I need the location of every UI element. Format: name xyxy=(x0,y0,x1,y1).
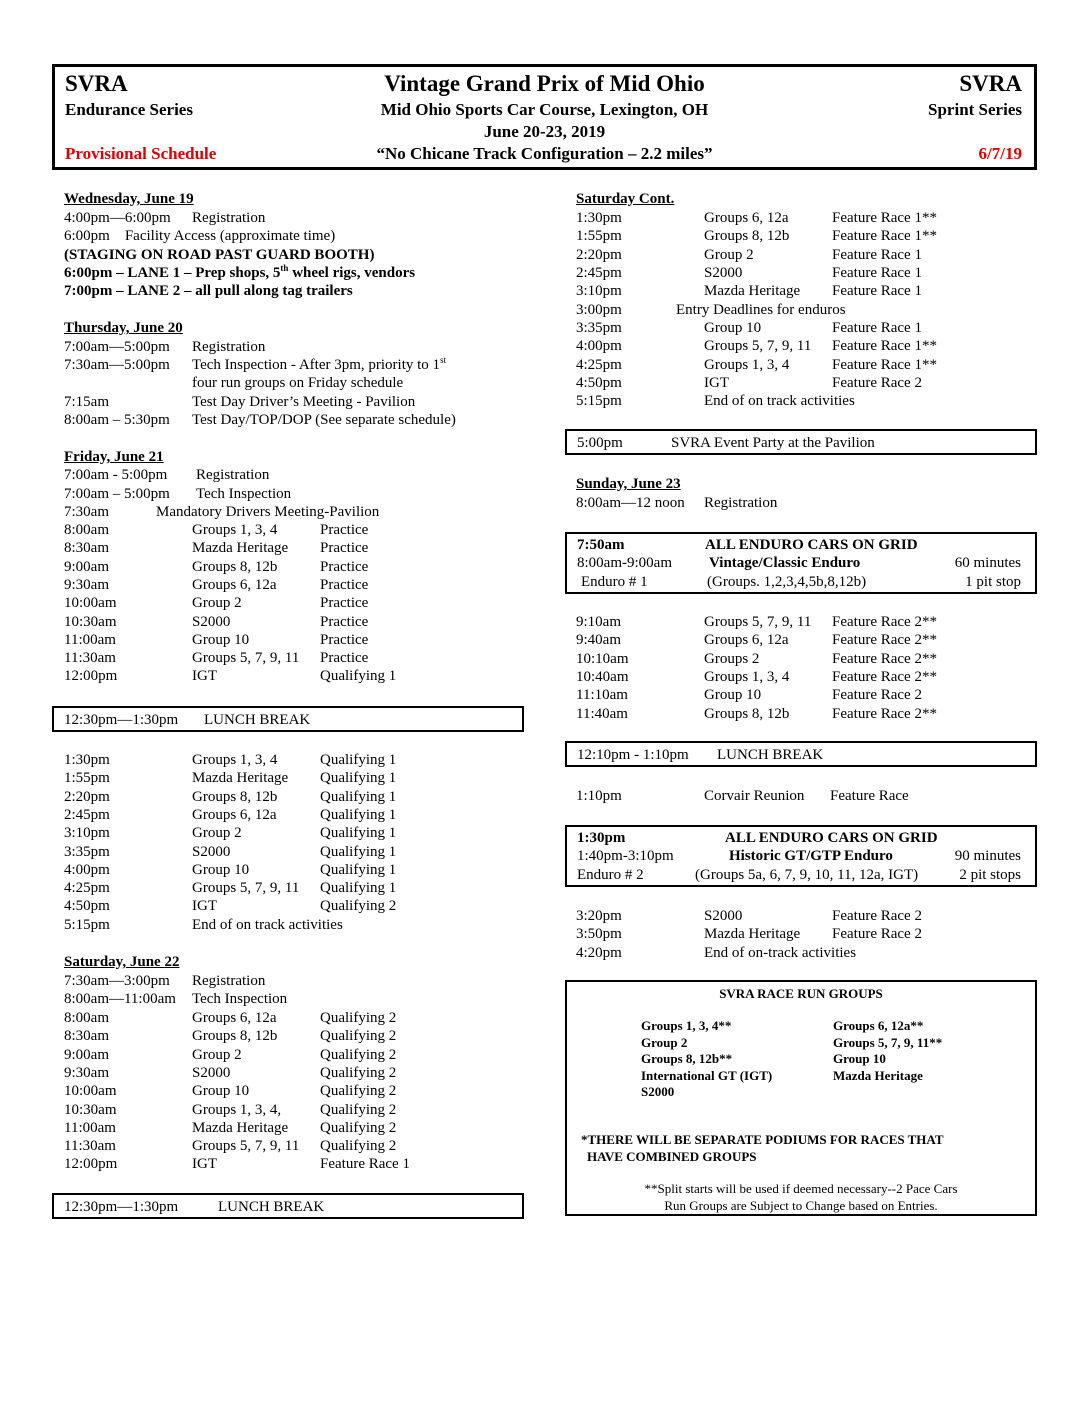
session: Practice xyxy=(320,595,369,612)
lane-2-note: 7:00pm – LANE 2 – all pull along tag trailers xyxy=(64,283,353,299)
time: 3:35pm xyxy=(576,320,622,336)
time: 1:30pm xyxy=(576,210,622,226)
group: Groups 1, 3, 4 xyxy=(704,668,790,685)
session: Feature Race 2** xyxy=(832,705,937,722)
time: 3:50pm xyxy=(576,926,622,943)
lunch-time: 12:10pm - 1:10pm xyxy=(577,747,689,763)
time: 8:00am—12 noon xyxy=(576,495,685,511)
session: Feature Race 1** xyxy=(832,228,937,245)
session: Qualifying 2 xyxy=(320,898,397,915)
description: Tech Inspection - After 3pm, priority to 1 xyxy=(192,357,441,373)
enduro-2-duration: 90 minutes xyxy=(954,848,1021,864)
enduro-1-box xyxy=(565,532,1037,594)
session: Feature Race 1** xyxy=(832,356,937,373)
time: 7:30am—5:00pm xyxy=(64,357,170,373)
enduro-1-label: Enduro # 1 xyxy=(581,574,648,590)
lunch-label: LUNCH BREAK xyxy=(717,747,824,763)
session: Feature Race 1 xyxy=(832,283,922,300)
time: 3:00pm xyxy=(576,302,622,318)
session: Qualifying 1 xyxy=(320,843,397,860)
session: Qualifying 1 xyxy=(320,668,397,685)
group: Groups 1, 3, 4 xyxy=(704,356,790,373)
podium-note-line-2: HAVE COMBINED GROUPS xyxy=(587,1149,757,1164)
time: 3:10pm xyxy=(64,825,110,842)
group: S2000 xyxy=(704,908,743,924)
group: S2000 xyxy=(192,613,231,630)
group: Groups 5, 7, 9, 11 xyxy=(704,338,812,355)
session: Qualifying 2 xyxy=(320,1064,397,1081)
description-wrap xyxy=(192,356,446,374)
session: Qualifying 1 xyxy=(320,788,397,805)
time: 7:00am – 5:00pm xyxy=(64,486,170,502)
time: 9:00am xyxy=(64,1046,109,1063)
group: Groups 5, 7, 9, 11 xyxy=(192,1138,300,1155)
description: Registration xyxy=(704,495,778,511)
session: Practice xyxy=(320,650,369,667)
session: Qualifying 1 xyxy=(320,825,397,842)
enduro-2-box xyxy=(565,825,1037,887)
time: 4:25pm xyxy=(576,356,622,373)
time: 4:50pm xyxy=(64,898,110,915)
time: 1:55pm xyxy=(64,770,110,787)
group: Groups 5, 7, 9, 11 xyxy=(192,650,300,667)
group: Groups 6, 12a xyxy=(704,210,789,226)
time: 9:10am xyxy=(576,614,621,630)
group: S2000 xyxy=(192,1064,231,1081)
session: Qualifying 1 xyxy=(320,806,397,823)
run-group-item: S2000 xyxy=(641,1084,675,1099)
group: Group 2 xyxy=(192,1046,242,1063)
run-group-item: Mazda Heritage xyxy=(833,1067,923,1083)
group: End of on track activities xyxy=(192,916,343,933)
saturday-title: Saturday, June 22 xyxy=(64,954,180,970)
session: Feature Race xyxy=(830,788,909,804)
track-config: “No Chicane Track Configuration – 2.2 miles” xyxy=(376,144,713,163)
session: Practice xyxy=(320,540,369,557)
group: Mazda Heritage xyxy=(704,283,801,300)
session: Qualifying 1 xyxy=(320,861,397,878)
time: 4:00pm xyxy=(64,861,110,878)
session: Qualifying 2 xyxy=(320,1028,397,1045)
group: Group 2 xyxy=(704,246,754,263)
enduro-1-name: Vintage/Classic Enduro xyxy=(709,555,861,571)
enduro-2-label: Enduro # 2 xyxy=(577,867,644,883)
group: IGT xyxy=(704,374,729,391)
group: Groups 2 xyxy=(704,650,760,667)
time: 10:30am xyxy=(64,613,117,630)
session: Feature Race 1 xyxy=(832,264,922,281)
enduro-2-groups: (Groups 5a, 6, 7, 9, 10, 11, 12a, IGT) xyxy=(695,867,919,883)
time: 4:50pm xyxy=(576,374,622,391)
friday-title: Friday, June 21 xyxy=(64,449,164,465)
time: 11:00am xyxy=(64,1119,116,1136)
group: Mazda Heritage xyxy=(704,926,801,943)
sunday-title: Sunday, June 23 xyxy=(576,476,681,492)
enduro-1-duration: 60 minutes xyxy=(954,555,1021,571)
group: Group 10 xyxy=(192,1083,250,1100)
time: 8:00am xyxy=(64,522,109,538)
group: Group 2 xyxy=(192,595,242,612)
session: Feature Race 2 xyxy=(832,687,922,704)
session: Qualifying 1 xyxy=(320,880,397,897)
time: 7:00am - 5:00pm xyxy=(64,467,168,483)
lane-1-sup: th xyxy=(280,263,289,273)
time: 8:30am xyxy=(64,1028,109,1045)
lane-1-text-b: wheel rigs, vendors xyxy=(288,265,416,281)
group: Groups 6, 12a xyxy=(704,632,789,649)
group: Mazda Heritage xyxy=(192,1119,289,1136)
time: 5:15pm xyxy=(64,916,110,933)
time: 4:20pm xyxy=(576,944,622,961)
time: 11:00am xyxy=(64,631,116,648)
group: Mazda Heritage xyxy=(192,770,289,787)
revision-date: 6/7/19 xyxy=(978,144,1022,163)
enduro-2-name: Historic GT/GTP Enduro xyxy=(729,848,893,864)
time: 8:30am xyxy=(64,540,109,557)
session: Qualifying 2 xyxy=(320,1101,397,1118)
time: 3:10pm xyxy=(576,283,622,300)
group: Groups 1, 3, 4, xyxy=(192,1101,282,1118)
party-label: SVRA Event Party at the Pavilion xyxy=(671,435,875,451)
enduro-2-grid-time: 1:30pm xyxy=(577,830,626,846)
description: Registration xyxy=(192,210,266,226)
group: Mazda Heritage xyxy=(192,540,289,557)
group: Group 10 xyxy=(704,687,762,704)
facility-access-row: 6:00pm Facility Access (approximate time) xyxy=(64,228,336,244)
lunch-label: LUNCH BREAK xyxy=(204,712,311,728)
provisional-schedule-label: Provisional Schedule xyxy=(65,144,217,163)
time: 9:00am xyxy=(64,558,109,575)
time: 3:35pm xyxy=(64,843,110,860)
time: 7:00am—5:00pm xyxy=(64,339,170,355)
event-party-box xyxy=(565,429,1037,455)
group: Groups 6, 12a xyxy=(192,1010,277,1026)
time: 2:45pm xyxy=(576,264,622,281)
group: Groups 8, 12b xyxy=(192,558,278,575)
description: Registration xyxy=(192,339,266,355)
time: 11:30am xyxy=(64,1138,116,1155)
run-group-item: Groups 5, 7, 9, 11** xyxy=(833,1034,943,1050)
time: 11:10am xyxy=(576,687,628,704)
time: 11:40am xyxy=(576,705,628,722)
group: IGT xyxy=(192,668,217,685)
session: Practice xyxy=(320,558,369,575)
lane-1-note xyxy=(64,264,415,282)
run-group-item: International GT (IGT) xyxy=(641,1067,773,1083)
enduro-1-time: 8:00am-9:00am xyxy=(577,555,672,571)
run-groups-left-list xyxy=(641,1018,772,1101)
group: Corvair Reunion xyxy=(704,788,805,804)
session: Qualifying 2 xyxy=(320,1010,397,1026)
run-group-item: Group 2 xyxy=(641,1034,688,1050)
time: 7:30am—3:00pm xyxy=(64,973,170,989)
description: Tech Inspection xyxy=(196,486,292,502)
time: 8:00am – 5:30pm xyxy=(64,412,170,428)
session: Feature Race 1 xyxy=(832,246,922,263)
time: 4:00pm—6:00pm xyxy=(64,210,171,226)
podium-note-line-1: *THERE WILL BE SEPARATE PODIUMS FOR RACES THAT xyxy=(581,1132,944,1147)
run-groups-box xyxy=(565,980,1037,1216)
description: Entry Deadlines for enduros xyxy=(676,302,846,318)
session: Practice xyxy=(320,631,369,648)
session: Feature Race 1 xyxy=(832,320,922,336)
group: Group 10 xyxy=(704,320,762,336)
svra-right-title: SVRA xyxy=(959,71,1022,96)
description: four run groups on Friday schedule xyxy=(192,375,404,391)
enduro-1-stops: 1 pit stop xyxy=(965,574,1021,590)
time: 10:10am xyxy=(576,650,629,667)
lane-1-text-a: 6:00pm – LANE 1 – Prep shops, 5 xyxy=(64,265,281,281)
time: 3:20pm xyxy=(576,908,622,924)
time: 2:45pm xyxy=(64,806,110,823)
group: S2000 xyxy=(192,843,231,860)
session: Qualifying 2 xyxy=(320,1083,397,1100)
run-group-item: Group 10 xyxy=(833,1051,886,1066)
endurance-series-label: Endurance Series xyxy=(65,100,193,119)
time: 2:20pm xyxy=(64,788,110,805)
group: Groups 8, 12b xyxy=(704,705,790,722)
description: Mandatory Drivers Meeting-Pavilion xyxy=(156,504,380,520)
group: Groups 5, 7, 9, 11 xyxy=(192,880,300,897)
time: 12:00pm xyxy=(64,1156,118,1173)
description: Test Day Driver’s Meeting - Pavilion xyxy=(192,394,416,410)
session: Feature Race 1** xyxy=(832,210,937,226)
group: Groups 8, 12b xyxy=(192,788,278,805)
friday-lunch-box xyxy=(52,706,524,732)
enduro-2-time: 1:40pm-3:10pm xyxy=(577,848,674,864)
group: Group 10 xyxy=(192,861,250,878)
session: Feature Race 2** xyxy=(832,668,937,685)
group: Group 10 xyxy=(192,631,250,648)
time: 10:00am xyxy=(64,1083,117,1100)
session: Feature Race 2** xyxy=(832,650,937,667)
group: Groups 1, 3, 4 xyxy=(192,522,278,538)
time: 4:25pm xyxy=(64,880,110,897)
session: Qualifying 1 xyxy=(320,752,397,768)
thursday-title: Thursday, June 20 xyxy=(64,320,183,336)
saturday-cont-title: Saturday Cont. xyxy=(576,191,675,207)
time: 10:00am xyxy=(64,595,117,612)
group: Groups 8, 12b xyxy=(192,1028,278,1045)
description: Test Day/TOP/DOP (See separate schedule) xyxy=(192,412,456,428)
session: Qualifying 2 xyxy=(320,1046,397,1063)
sunday-lunch-box xyxy=(565,741,1037,767)
time: 1:30pm xyxy=(64,752,110,768)
header-box xyxy=(52,64,1037,170)
run-groups-title: SVRA RACE RUN GROUPS xyxy=(719,986,883,1001)
session: Feature Race 2** xyxy=(832,614,937,630)
session: Feature Race 2 xyxy=(832,908,922,924)
group: Groups 1, 3, 4 xyxy=(192,752,278,768)
time: 7:30am xyxy=(64,504,109,520)
staging-note: (STAGING ON ROAD PAST GUARD BOOTH) xyxy=(64,247,375,263)
session: Practice xyxy=(320,576,369,593)
session: Practice xyxy=(320,613,369,630)
group: Groups 5, 7, 9, 11 xyxy=(704,614,812,630)
session: Qualifying 2 xyxy=(320,1138,397,1155)
group: End of on-track activities xyxy=(704,944,857,961)
time: 9:30am xyxy=(64,576,109,593)
session: Feature Race 1 xyxy=(320,1156,410,1173)
run-group-item: Groups 8, 12b** xyxy=(641,1051,733,1066)
party-time: 5:00pm xyxy=(577,435,623,451)
subject-to-change-note: Run Groups are Subject to Change based on Entries. xyxy=(664,1198,938,1213)
event-title: Vintage Grand Prix of Mid Ohio xyxy=(384,71,705,96)
svra-left-title: SVRA xyxy=(65,71,128,96)
enduro-1-grid-time: 7:50am xyxy=(577,537,625,553)
time: 1:10pm xyxy=(576,788,622,804)
enduro-1-groups: (Groups. 1,2,3,4,5b,8,12b) xyxy=(707,574,867,590)
time: 10:30am xyxy=(64,1101,117,1118)
session: Qualifying 1 xyxy=(320,770,397,787)
split-start-note: **Split starts will be used if deemed necessary--2 Pace Cars xyxy=(644,1181,958,1196)
session: Qualifying 2 xyxy=(320,1119,397,1136)
superscript: st xyxy=(440,355,447,365)
session: Feature Race 2** xyxy=(832,632,937,649)
event-dates: June 20-23, 2019 xyxy=(483,122,606,141)
enduro-2-stops: 2 pit stops xyxy=(959,867,1021,883)
venue-line: Mid Ohio Sports Car Course, Lexington, OH xyxy=(380,100,709,119)
time: 12:00pm xyxy=(64,668,118,685)
session: Feature Race 2 xyxy=(832,374,922,391)
time: 8:00am xyxy=(64,1010,109,1026)
description: Registration xyxy=(196,467,270,483)
time: 9:40am xyxy=(576,632,621,649)
group: Groups 6, 12a xyxy=(192,806,277,823)
description: Registration xyxy=(192,973,266,989)
time: 4:00pm xyxy=(576,338,622,355)
group: Groups 8, 12b xyxy=(704,228,790,245)
enduro-2-headline: ALL ENDURO CARS ON GRID xyxy=(725,830,938,846)
time: 9:30am xyxy=(64,1064,109,1081)
lunch-label: LUNCH BREAK xyxy=(218,1199,325,1215)
time: 1:55pm xyxy=(576,228,622,245)
time: 5:15pm xyxy=(576,393,622,410)
group: IGT xyxy=(192,898,217,915)
sprint-series-label: Sprint Series xyxy=(928,100,1022,119)
time: 8:00am—11:00am xyxy=(64,991,176,1007)
group: S2000 xyxy=(704,264,743,281)
lunch-time: 12:30pm—1:30pm xyxy=(64,1199,179,1215)
group: Groups 6, 12a xyxy=(192,576,277,593)
description: Tech Inspection xyxy=(192,991,288,1007)
time: 10:40am xyxy=(576,668,629,685)
group: End of on track activities xyxy=(704,393,855,410)
time: 2:20pm xyxy=(576,246,622,263)
lunch-time: 12:30pm—1:30pm xyxy=(64,712,179,728)
run-groups-right-list xyxy=(833,1018,942,1084)
group: Group 2 xyxy=(192,825,242,842)
run-group-item: Groups 6, 12a** xyxy=(833,1018,924,1033)
saturday-lunch-box xyxy=(52,1193,524,1219)
session: Practice xyxy=(320,522,369,538)
enduro-1-headline: ALL ENDURO CARS ON GRID xyxy=(705,537,918,553)
wednesday-title: Wednesday, June 19 xyxy=(64,191,194,207)
run-group-item: Groups 1, 3, 4** xyxy=(641,1018,732,1033)
session: Feature Race 1** xyxy=(832,338,937,355)
time: 7:15am xyxy=(64,394,109,410)
time: 11:30am xyxy=(64,650,116,667)
session: Feature Race 2 xyxy=(832,926,922,943)
group: IGT xyxy=(192,1156,217,1173)
